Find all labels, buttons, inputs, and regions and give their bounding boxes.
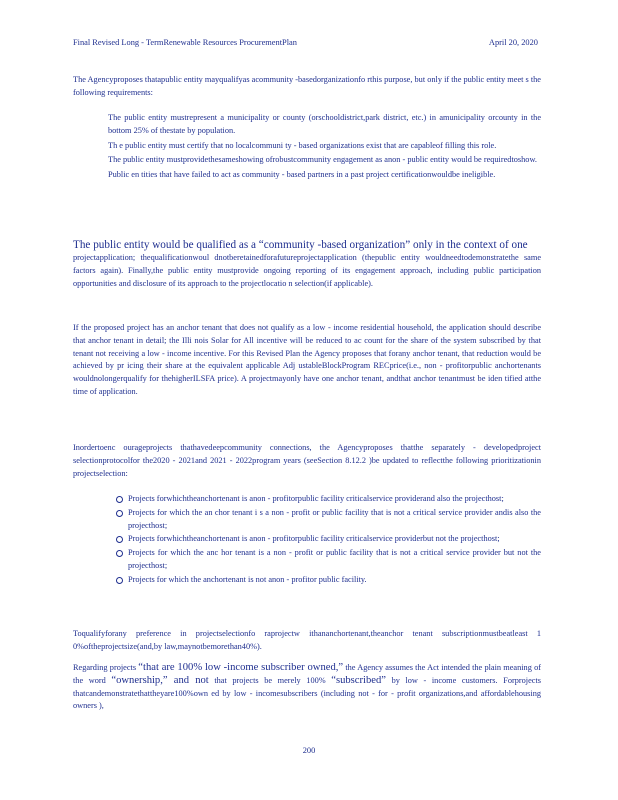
prioritization-list xyxy=(128,493,541,588)
bullet-icon xyxy=(92,112,108,138)
page-header xyxy=(73,38,538,47)
list-item: Projects forwhichtheanchortenant is anon - profitorpublic facility criticalservice providerand also the projecthost; xyxy=(128,494,504,503)
list-item: The public entity mustprovidethesameshowing ofrobustcommunity engagement as anon - public entity would be requiredtoshow. xyxy=(92,154,541,167)
page-number: 200 xyxy=(302,746,316,755)
list-item: Th e public entity must certify that no localcommuni ty - based organizations exist that are capableof filling this role. xyxy=(92,140,541,153)
list-item: Projects for which the an chor tenant i s a non - profit or public facility that is not a critical service provider andis also the projecthost; xyxy=(128,507,541,530)
list-item: Public en tities that have failed to act as community - based partners in a past project certificationwouldbe ineligible. xyxy=(92,169,541,182)
list-item: Projects for which the anchortenant is not anon - profitor public facility. xyxy=(128,574,367,584)
list-item: Projects forwhichtheanchortenant is anon - profitorpublic facility criticalservice providerbut not the projecthost; xyxy=(128,534,500,544)
paragraph-ownership: Regarding projects “that are 100% low -income subscriber owned,” the Agency assumes the Act intended the plain meaning of the word “ownership,” and not that projects be merely 100% “subscribed” by low - income customers. Forprojects thatcandemonstratethattheyare100%own ed by low - incomesubscribers (including not - for - profit organizations,and affordablehousing owners ), xyxy=(73,662,541,711)
header-date: April 20, 2020 xyxy=(488,38,538,47)
qualification-lead: The public entity would be qualified as a “community -based organization” only in the context of one xyxy=(73,239,528,251)
paragraph-subscription: Toqualifyforany preference in projectselectionfo raprojectw ithananchortenant,theanchor tenant subscriptionmustbeatleast 1 0%oftheprojectsize(and,by law,maynotbemorethan40%). xyxy=(73,629,541,651)
paragraph-anchor-tenant: If the proposed project has an anchor tenant that does not qualify as a low - income residential household, the application should describe that anchor tenant in detail; the Illi nois Solar for All incentive will be reduced to ac count for the share of the system subscribed by that tenant not receiving a low - income incentive. For this Revised Plan the Agency proposes that forany anchor tenant, that reduction would be achieved by pr icing their share at the equivalent applicable Adj ustableBlockProgram RECprice(i.e., non - profitorpublic anchortenants wouldnolongerqualify for thehigherILSFA price). A projectmayonly have one anchor tenant, andthat anchor tenantmust be iden tified atthe time of application. xyxy=(73,323,541,396)
bullet-icon xyxy=(92,154,108,167)
paragraph-intro: The Agencyproposes thatapublic entity mayqualifyas acommunity -basedorganizationfo rthis purpose, but only if the public entity meet s the following requirements: xyxy=(73,75,541,97)
bullet-icon xyxy=(92,140,108,153)
bullet-icon xyxy=(92,169,108,182)
qualification-body: projectapplication; thequalificationwoul dnotberetainedforafutureprojectapplication (thepublic entity wouldneedtodemonstratethe same factors again). Finally,the public entity mustprovide ongoing reporting of its engagement approach, including public participation opportunities and disclosure of its approach to the projectlocatio n selection(if applicable). xyxy=(73,253,541,288)
requirements-list xyxy=(92,112,541,184)
list-item: The public entity mustrepresent a municipality or county (orschooldistrict,park district, etc.) in amunicipality orcounty in the bottom 25% of thestate by population. xyxy=(92,112,541,138)
paragraph-prioritization: Inordertoenc ourageprojects thathavedeepcommunity connections, the Agencyproposes thatthe separately - developedproject selectionprotocolfor the2020 - 2021and 2021 - 2022program years (seeSection 8.12.2 )be updated to reflectthe following prioritizationin projectselection: xyxy=(73,443,541,478)
paragraph-qualification xyxy=(73,238,541,290)
list-item: Projects for which the anc hor tenant is a non - profit or public facility that is not a critical service provider but not the projecthost; xyxy=(128,548,541,570)
header-title: Final Revised Long - TermRenewable Resources ProcurementPlan xyxy=(73,38,297,47)
